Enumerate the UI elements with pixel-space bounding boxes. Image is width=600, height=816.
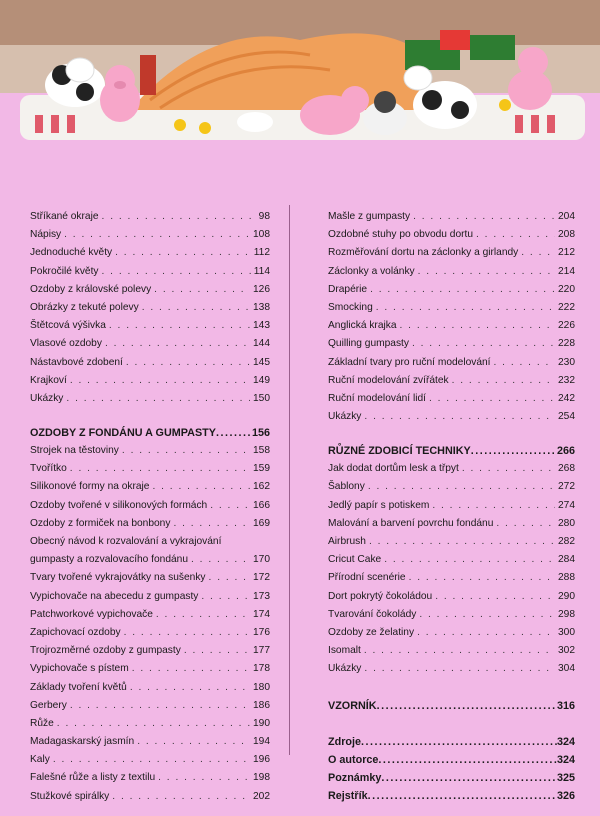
toc-entry[interactable]: Ozdoby ze želatiny . . . 300 <box>328 624 575 642</box>
toc-entry[interactable]: Tvořítko . . . 159 <box>30 460 270 478</box>
toc-entry[interactable]: Isomalt . . . 302 <box>328 642 575 660</box>
farm-cake-illustration <box>0 0 600 152</box>
toc-entry[interactable]: Ozdobné stuhy po obvodu dortu . . . 208 <box>328 226 575 244</box>
toc-entry[interactable]: Stužkové spirálky . . . 202 <box>30 788 270 806</box>
toc-entry[interactable]: Airbrush . . . 282 <box>328 533 575 551</box>
toc-right-column <box>328 208 575 806</box>
toc-entry[interactable]: Jednoduché květy . . . 112 <box>30 244 270 262</box>
toc-entry[interactable]: Ukázky . . . 304 <box>328 660 575 678</box>
toc-entry[interactable]: Růže . . . 190 <box>30 715 270 733</box>
toc-entry[interactable]: Vypichovače s pístem . . . 178 <box>30 660 270 678</box>
toc-entry[interactable]: Silikonové formy na okraje . . . 162 <box>30 478 270 496</box>
toc-section-heading[interactable]: OZDOBY Z FONDÁNU A GUMPASTY ..... 156 <box>30 424 270 442</box>
toc-entry[interactable]: Drapérie . . . 220 <box>328 281 575 299</box>
toc-entry[interactable]: Ozdoby tvořené v silikonových formách . . . 166 <box>30 497 270 515</box>
toc-entry[interactable]: Strojek na těstoviny . . . 158 <box>30 442 270 460</box>
toc-entry[interactable]: Tvarování čokolády . . . 298 <box>328 606 575 624</box>
toc-entry[interactable]: Základy tvoření květů . . . 180 <box>30 679 270 697</box>
toc-entry[interactable]: Jak dodat dortům lesk a třpyt . . . 268 <box>328 460 575 478</box>
toc-entry[interactable]: Mašle z gumpasty . . . 204 <box>328 208 575 226</box>
toc-entry-wrapped[interactable]: Obecný návod k rozvalování a vykrajování gumpasty a rozvalovacího fondánu . . . 170 <box>30 533 270 569</box>
toc-entry[interactable]: Nástavbové zdobení . . . 145 <box>30 354 270 372</box>
toc-entry[interactable]: Ukázky . . . 150 <box>30 390 270 408</box>
toc-entry[interactable]: Gerbery . . . 186 <box>30 697 270 715</box>
toc-entry[interactable]: Tvary tvořené vykrajovátky na sušenky . . . 172 <box>30 569 270 587</box>
cake-photo <box>0 0 600 152</box>
toc-entry[interactable]: Smocking . . . 222 <box>328 299 575 317</box>
toc-entry[interactable]: Přírodní scenérie . . . 288 <box>328 569 575 587</box>
toc-entry[interactable]: Trojrozměrné ozdoby z gumpasty . . . 177 <box>30 642 270 660</box>
toc-entry[interactable]: Ozdoby z královské polevy . . . 126 <box>30 281 270 299</box>
toc-section-heading[interactable]: RŮZNÉ ZDOBICÍ TECHNIKY ..... 266 <box>328 442 575 460</box>
toc-entry[interactable]: Nápisy . . . 108 <box>30 226 270 244</box>
toc-entry[interactable]: Základní tvary pro ruční modelování . . . 230 <box>328 354 575 372</box>
toc-entry[interactable]: Šablony . . . 272 <box>328 478 575 496</box>
toc-section-heading[interactable]: VZORNÍK ..... 316 <box>328 697 575 715</box>
toc-entry[interactable]: Jedlý papír s potiskem . . . 274 <box>328 497 575 515</box>
toc-entry[interactable]: Zapichovací ozdoby . . . 176 <box>30 624 270 642</box>
toc-left-column <box>30 208 270 806</box>
toc-entry[interactable]: Falešné růže a listy z textilu . . . 198 <box>30 769 270 787</box>
toc-entry[interactable]: Madagaskarský jasmín . . . 194 <box>30 733 270 751</box>
toc-entry[interactable]: Vypichovače na abecedu z gumpasty . . . 173 <box>30 588 270 606</box>
toc-entry[interactable]: Cricut Cake . . . 284 <box>328 551 575 569</box>
toc-entry[interactable]: Anglická krajka . . . 226 <box>328 317 575 335</box>
toc-entry[interactable]: Pokročilé květy . . . 114 <box>30 263 270 281</box>
toc-back-entry[interactable]: Zdroje ..... 324 <box>328 733 575 751</box>
toc-entry[interactable]: Ruční modelování zvířátek . . . 232 <box>328 372 575 390</box>
toc-entry[interactable]: Patchworkové vypichovače . . . 174 <box>30 606 270 624</box>
toc-entry[interactable]: Ozdoby z formiček na bonbony . . . 169 <box>30 515 270 533</box>
toc-entry[interactable]: Obrázky z tekuté polevy . . . 138 <box>30 299 270 317</box>
toc-entry[interactable]: Štětcová výšivka . . . 143 <box>30 317 270 335</box>
toc-entry[interactable]: Krajkoví . . . 149 <box>30 372 270 390</box>
toc-entry[interactable]: Quilling gumpasty . . . 228 <box>328 335 575 353</box>
toc-back-entry[interactable]: Rejstřík ..... 326 <box>328 787 575 805</box>
toc-back-entry[interactable]: O autorce ..... 324 <box>328 751 575 769</box>
toc-entry[interactable]: Záclonky a volánky . . . 214 <box>328 263 575 281</box>
toc-entry[interactable]: Stříkané okraje . . . 98 <box>30 208 270 226</box>
toc-entry[interactable]: Rozměřování dortu na záclonky a girlandy . . . 212 <box>328 244 575 262</box>
toc-entry[interactable]: Dort pokrytý čokoládou . . . 290 <box>328 588 575 606</box>
toc-back-entry[interactable]: Poznámky ..... 325 <box>328 769 575 787</box>
toc-entry[interactable]: Ukázky . . . 254 <box>328 408 575 426</box>
table-of-contents <box>30 208 575 806</box>
toc-entry[interactable]: Ruční modelování lidí . . . 242 <box>328 390 575 408</box>
toc-entry[interactable]: Malování a barvení povrchu fondánu . . . 280 <box>328 515 575 533</box>
toc-entry[interactable]: Kaly . . . 196 <box>30 751 270 769</box>
toc-entry[interactable]: Vlasové ozdoby . . . 144 <box>30 335 270 353</box>
